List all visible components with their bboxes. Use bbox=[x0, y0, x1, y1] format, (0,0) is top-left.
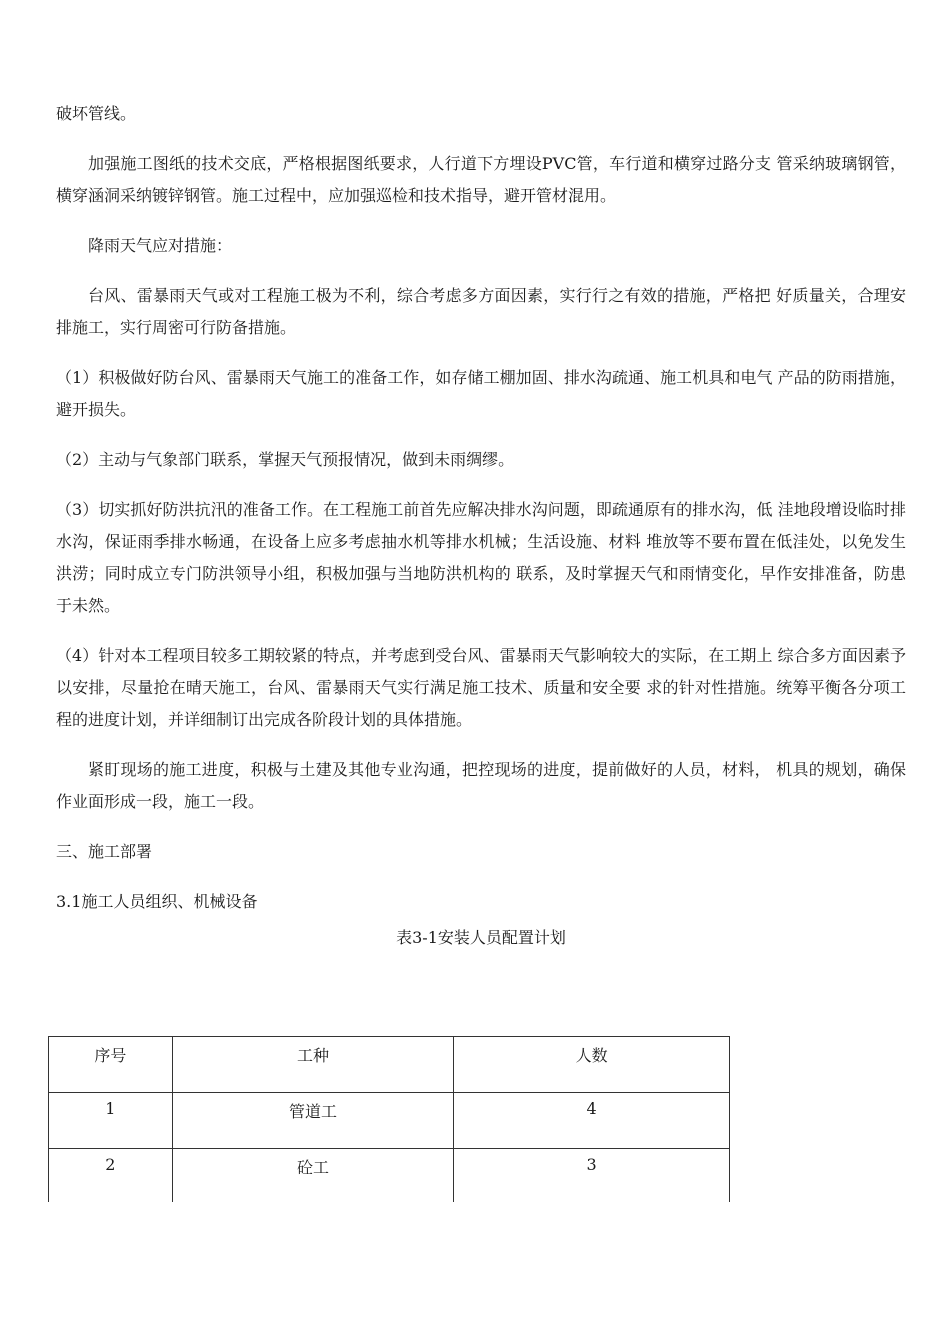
section-heading-3-1: 3.1施工人员组织、机械设备 bbox=[56, 892, 258, 911]
paragraph-item-1: （1）积极做好防台风、雷暴雨天气施工的准备工作，如存储工棚加固、排水沟疏通、施工机具和电气 产品的防雨措施，避开损失。 bbox=[56, 368, 906, 419]
table-cell: 3 bbox=[454, 1149, 730, 1203]
section-heading-3: 三、施工部署 bbox=[56, 842, 153, 861]
table-cell: 管道工 bbox=[172, 1093, 454, 1149]
table-header-cell: 人数 bbox=[454, 1037, 730, 1093]
paragraph-typhoon-overview: 台风、雷暴雨天气或对工程施工极为不利，综合考虑多方面因素，实行行之有效的措施，严格把 好质量关，合理安排施工，实行周密可行防备措施。 bbox=[56, 286, 906, 337]
table-cell: 4 bbox=[454, 1093, 730, 1149]
table-cell: 1 bbox=[49, 1093, 173, 1149]
table-header-cell: 序号 bbox=[49, 1037, 173, 1093]
table-header-cell: 工种 bbox=[172, 1037, 454, 1093]
table-row bbox=[49, 1093, 730, 1149]
table-caption: 表3-1安装人员配置计划 bbox=[396, 928, 566, 947]
paragraph-item-2: （2）主动与气象部门联系，掌握天气预报情况，做到未雨绸缪。 bbox=[56, 450, 515, 469]
table-row bbox=[49, 1149, 730, 1203]
paragraph-item-3: （3）切实抓好防洪抗汛的准备工作。在工程施工前首先应解决排水沟问题，即疏通原有的排水沟，低 洼地段增设临时排水沟，保证雨季排水畅通，在设备上应多考虑抽水机等排水机械；生活设施、材料 堆放等不要布置在低洼处，以免发生洪涝；同时成立专门防洪领导小组，积极加强与当地防洪机构的 联系，及时掌握天气和雨情变化，早作安排准备，防患于未然。 bbox=[56, 500, 906, 615]
paragraph-drawing-briefing: 加强施工图纸的技术交底，严格根据图纸要求，人行道下方埋设PVC管，车行道和横穿过路分支 管采纳玻璃钢管，横穿涵洞采纳镀锌钢管。施工过程中，应加强巡检和技术指导，避开管材混用。 bbox=[56, 154, 906, 205]
table-header-row bbox=[49, 1037, 730, 1093]
paragraph-item-4: （4）针对本工程项目较多工期较紧的特点，并考虑到受台风、雷暴雨天气影响较大的实际，在工期上 综合多方面因素予以安排，尽量抢在晴天施工，台风、雷暴雨天气实行满足施工技术、质量和安全要 求的针对性措施。统筹平衡各分项工程的进度计划，并详细制订出完成各阶段计划的具体措施。 bbox=[56, 646, 906, 729]
paragraph-progress-control: 紧盯现场的施工进度，积极与土建及其他专业沟通，把控现场的进度，提前做好的人员，材料， 机具的规划，确保作业面形成一段，施工一段。 bbox=[56, 760, 906, 811]
table-cell: 砼工 bbox=[172, 1149, 454, 1203]
document-body bbox=[56, 98, 906, 950]
table-cell: 2 bbox=[49, 1149, 173, 1203]
staff-allocation-table bbox=[48, 1036, 730, 1202]
paragraph-rain-measures-title: 降雨天气应对措施： bbox=[88, 236, 233, 255]
paragraph-intro-fragment: 破坏管线。 bbox=[56, 104, 137, 123]
